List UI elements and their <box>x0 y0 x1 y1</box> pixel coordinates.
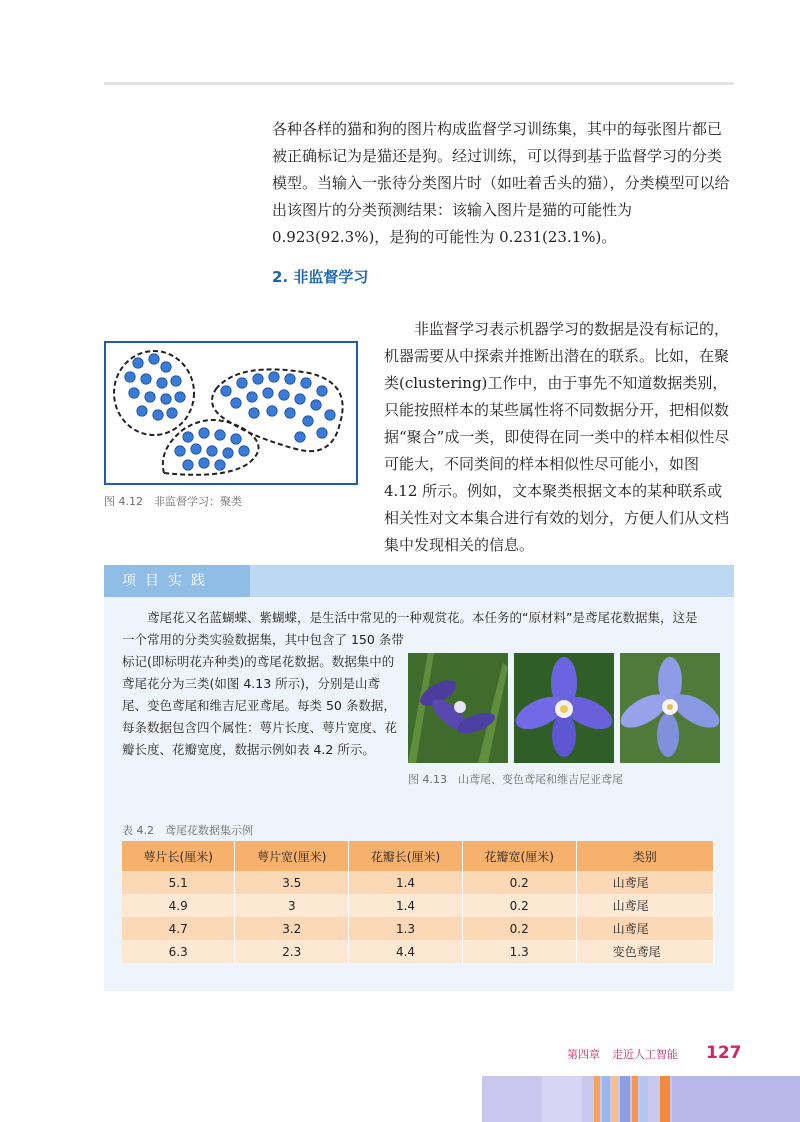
table-cell: 0.2 <box>462 917 576 940</box>
cluster-point <box>137 406 147 416</box>
cluster-point <box>191 444 201 454</box>
cluster-point <box>249 408 259 418</box>
figure-clustering <box>104 341 358 485</box>
page-number: 127 <box>706 1043 742 1063</box>
cluster-point <box>223 448 233 458</box>
table-cell: 3 <box>235 894 349 917</box>
cluster-point <box>207 446 217 456</box>
column-header: 萼片宽(厘米) <box>235 841 349 871</box>
cluster-point <box>263 388 273 398</box>
table-cell: 0.2 <box>462 871 576 894</box>
table-cell: 1.4 <box>349 894 463 917</box>
section-title: 2. 非监督学习 <box>272 268 369 286</box>
cluster-point <box>285 408 295 418</box>
cluster-point <box>215 460 225 470</box>
practice-header-label: 项目实践 <box>104 565 250 597</box>
cluster-point <box>221 386 231 396</box>
table-cell: 2.3 <box>235 940 349 963</box>
iris-photos <box>408 653 720 763</box>
table-cell: 6.3 <box>122 940 235 963</box>
cluster-point <box>231 398 241 408</box>
top-rule <box>104 82 734 85</box>
cluster-point <box>157 378 167 388</box>
cluster-point <box>153 410 163 420</box>
cluster-point <box>199 428 209 438</box>
table-cell: 4.9 <box>122 894 235 917</box>
column-header: 花瓣长(厘米) <box>349 841 463 871</box>
cluster-point <box>279 390 289 400</box>
cluster-point <box>215 430 225 440</box>
cluster-point <box>303 416 313 426</box>
column-header: 类别 <box>576 841 713 871</box>
table-cell: 1.3 <box>349 917 463 940</box>
table-header-row <box>122 841 714 871</box>
cluster-point <box>161 362 171 372</box>
cluster-point <box>167 408 177 418</box>
project-practice-box <box>104 565 734 991</box>
table-cell: 3.2 <box>235 917 349 940</box>
iris-virginica-photo <box>620 653 720 763</box>
iris-data-table <box>122 841 714 963</box>
practice-intro-body: 一个常用的分类实验数据集，其中包含了 150 条带标记(即标明花卉种类)的鸢尾花数据。数据集中的鸢尾花分为三类(如图 4.13 所示)，分别是山鸢尾、变色鸢尾和维吉尼亚鸢尾。每类 50 条数据，每条数据包含四个属性：萼片长度、萼片宽度、花瓣长度、花瓣宽度，数据示例如表 4.2 所示。 <box>122 632 404 757</box>
cluster-point <box>237 378 247 388</box>
page-footer <box>567 1046 678 1062</box>
cluster-point <box>175 446 185 456</box>
cluster-point <box>129 388 139 398</box>
table-cell: 山鸢尾 <box>576 871 713 894</box>
cluster-point <box>141 374 151 384</box>
cluster-point <box>253 374 263 384</box>
cluster-point <box>317 386 327 396</box>
cluster-point <box>267 406 277 416</box>
cluster-point <box>269 372 279 382</box>
table-row <box>122 917 714 940</box>
cluster-point <box>301 378 311 388</box>
table-cell: 0.2 <box>462 894 576 917</box>
cluster-point <box>145 392 155 402</box>
cluster-point <box>295 394 305 404</box>
cluster-point <box>285 374 295 384</box>
body-paragraph-supervised: 各种各样的猫和狗的图片构成监督学习训练集，其中的每张图片都已被正确标记为是猫还是狗。经过训练，可以得到基于监督学习的分类模型。当输入一张待分类图片时（如吐着舌头的猫），分类模型可以给出该图片的分类预测结果：该输入图片是猫的可能性为 0.923(92.3%)，是狗的可能性为 0.231(23.1%)。 <box>272 120 730 246</box>
table-cell: 5.1 <box>122 871 235 894</box>
cluster-point <box>317 428 327 438</box>
table-cell: 变色鸢尾 <box>576 940 713 963</box>
cluster-point <box>125 372 135 382</box>
cluster-point <box>161 394 171 404</box>
cluster-point <box>175 392 185 402</box>
figure-caption: 图 4.13 山鸢尾、变色鸢尾和维吉尼亚鸢尾 <box>408 773 623 786</box>
body-paragraph-unsupervised <box>384 316 734 559</box>
table-row <box>122 940 714 963</box>
figure-caption: 图 4.12 非监督学习：聚类 <box>104 495 242 508</box>
table-cell: 1.3 <box>462 940 576 963</box>
cluster-point <box>199 458 209 468</box>
iris-setosa-photo <box>408 653 508 763</box>
cluster-point <box>171 376 181 386</box>
table-caption: 表 4.2 鸢尾花数据集示例 <box>122 824 253 837</box>
table-cell: 1.4 <box>349 871 463 894</box>
table-row <box>122 871 714 894</box>
table-cell: 3.5 <box>235 871 349 894</box>
paragraph-text: 非监督学习表示机器学习的数据是没有标记的，机器需要从中探索并推断出潜在的联系。比如，在聚类(clustering)工作中，由于事先不知道数据类别，只能按照样本的某些属性将不同数据分开，把相似数据“聚合”成一类，即使得在同一类中的样本相似性尽可能大，不同类间的样本相似性尽可能小，如图 4.12 所示。例如，文本聚类根据文本的某种联系或相关性对文本集合进行有效的划分，方便人们从文档集中发现相关的信息。 <box>384 320 730 554</box>
footer-chapter: 第四章 <box>567 1048 600 1061</box>
table-cell: 4.7 <box>122 917 235 940</box>
column-header: 萼片长(厘米) <box>122 841 235 871</box>
cluster-point <box>231 434 241 444</box>
cluster-point <box>325 410 335 420</box>
table-row <box>122 894 714 917</box>
cluster-point <box>133 358 143 368</box>
cluster-point <box>183 432 193 442</box>
iris-versicolor-photo <box>514 653 614 763</box>
table-cell: 山鸢尾 <box>576 917 713 940</box>
cluster-point <box>311 400 321 410</box>
column-header: 花瓣宽(厘米) <box>462 841 576 871</box>
footer-chapter-title: 走近人工智能 <box>612 1048 678 1061</box>
practice-intro-line: 鸢尾花又名蓝蝴蝶、紫蝴蝶，是生活中常见的一种观赏花。本任务的“原材料”是鸢尾花数据集，这是 <box>147 610 698 625</box>
cluster-point <box>295 432 305 442</box>
decorative-color-bars <box>482 1076 800 1122</box>
cluster-point <box>183 460 193 470</box>
cluster-point <box>149 354 159 364</box>
cluster-point <box>247 392 257 402</box>
table-cell: 4.4 <box>349 940 463 963</box>
practice-header-bar <box>104 565 734 597</box>
cluster-point <box>239 446 249 456</box>
table-cell: 山鸢尾 <box>576 894 713 917</box>
